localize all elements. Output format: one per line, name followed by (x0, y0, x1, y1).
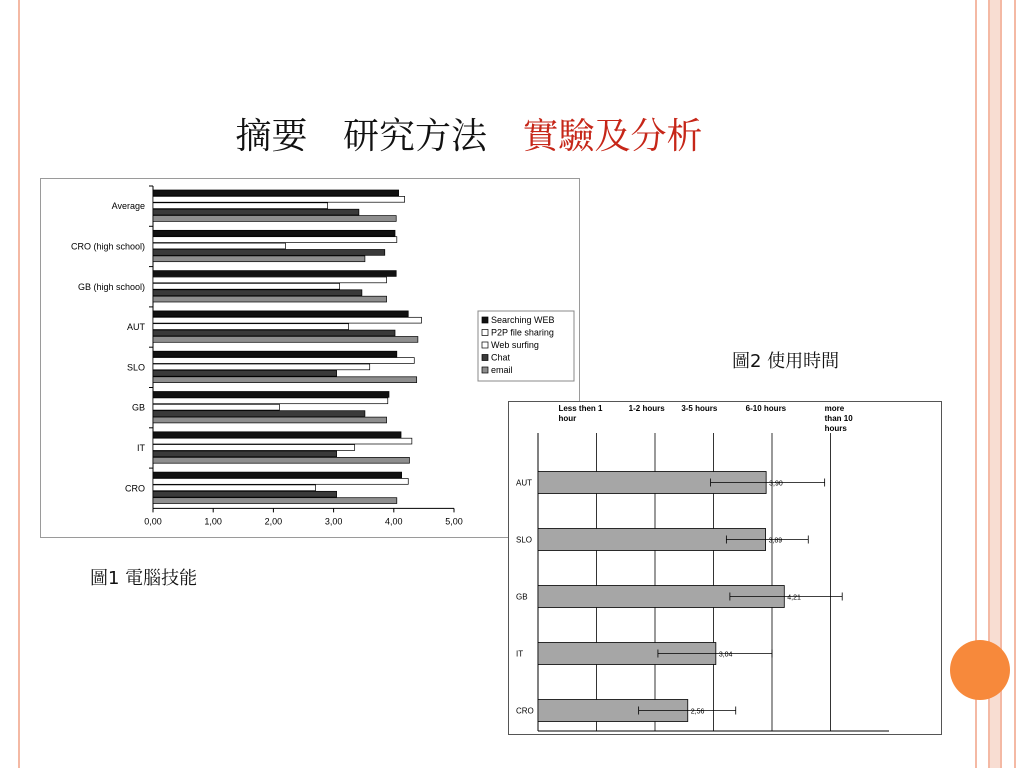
column-header: Less then 1 hour (558, 404, 603, 423)
bar-p2p-file-sharing (153, 317, 421, 323)
bar-p2p-file-sharing (153, 479, 408, 485)
title-part-method: 研究方法 (342, 116, 487, 157)
legend-label: email (491, 365, 513, 375)
bar-web-surfing (153, 404, 279, 410)
bar-p2p-file-sharing (153, 438, 412, 444)
category-label: CRO (125, 483, 145, 494)
value-label: 2,56 (690, 708, 705, 716)
bar-web-surfing (153, 485, 316, 491)
computer-skills-chart (40, 178, 580, 538)
bar-web-surfing (153, 243, 285, 249)
bar-searching-web (153, 432, 401, 438)
x-tick-label: 1,00 (204, 516, 222, 527)
legend-swatch (482, 317, 488, 323)
category-label: GB (131, 402, 145, 413)
bar-p2p-file-sharing (153, 277, 387, 283)
bar-searching-web (153, 351, 397, 357)
frame-stripe (1014, 0, 1016, 768)
value-label: 3,04 (718, 651, 733, 659)
bar-chat (153, 330, 395, 336)
legend-swatch (482, 367, 488, 373)
bar-web-surfing (153, 445, 355, 451)
value-label: 3,89 (768, 537, 783, 545)
bar-p2p-file-sharing (153, 398, 388, 404)
column-header: 6-10 hours (745, 404, 787, 413)
bar-p2p-file-sharing (153, 196, 405, 202)
legend-swatch (482, 355, 488, 361)
bar-email (153, 377, 417, 383)
category-label: AUT (127, 322, 145, 333)
bar-p2p-file-sharing (153, 358, 414, 364)
category-label: Average (111, 201, 145, 212)
bar-email (153, 337, 418, 343)
bar-searching-web (153, 472, 402, 478)
bar-searching-web (153, 392, 389, 398)
bar-email (153, 457, 409, 463)
chart-border (509, 402, 942, 735)
category-label: CRO (516, 706, 534, 716)
x-tick-label: 3,00 (324, 516, 343, 527)
legend-swatch (482, 342, 488, 348)
bar-chat (153, 451, 337, 457)
category-label: GB (high school) (77, 281, 145, 292)
bar-email (153, 256, 365, 262)
category-label: SLO (516, 535, 533, 545)
x-tick-label: 5,00 (445, 516, 463, 527)
legend-label: P2P file sharing (491, 327, 554, 338)
bar-chat (153, 209, 359, 215)
category-label: IT (137, 442, 145, 453)
bar-searching-web (153, 230, 395, 236)
category-label: SLO (126, 362, 145, 373)
value-label: 4,21 (787, 594, 801, 602)
category-label: AUT (516, 478, 532, 488)
bar-chat (153, 411, 365, 417)
bar-web-surfing (153, 203, 328, 209)
column-header: 1-2 hours (628, 404, 665, 413)
title-part-summary: 摘要 (235, 116, 308, 157)
bar-searching-web (153, 311, 408, 317)
x-tick-label: 4,00 (385, 516, 403, 527)
bar-email (153, 417, 387, 423)
usage-time-chart (508, 401, 942, 735)
column-header: 3-5 hours (681, 404, 718, 413)
bar-p2p-file-sharing (153, 237, 397, 243)
slide-title (0, 108, 938, 159)
x-tick-label: 0,00 (144, 516, 162, 527)
bar-web-surfing (153, 283, 340, 289)
bar-chat (153, 290, 362, 296)
bar-email (153, 498, 397, 504)
bar-email (153, 296, 387, 302)
x-tick-label: 2,00 (264, 516, 283, 527)
value-label: 3,90 (769, 480, 783, 488)
legend-label: Chat (491, 352, 511, 363)
bar-searching-web (153, 190, 399, 196)
title-part-analysis: 實驗及分析 (522, 116, 703, 157)
column-header: more than 10 hours (824, 404, 853, 433)
bar-chat (153, 491, 337, 497)
legend-label: Web surfing (491, 340, 539, 350)
bar-web-surfing (153, 324, 349, 330)
bar-web-surfing (153, 364, 370, 370)
bar-searching-web (153, 271, 396, 277)
bar-chat (153, 250, 385, 256)
bar-email (153, 216, 396, 222)
legend-swatch (482, 330, 488, 336)
caption-figure-2: 圖2 使用時間 (732, 351, 840, 372)
orange-circle-decoration (950, 640, 1010, 700)
category-label: CRO (high school) (70, 241, 145, 252)
category-label: GB (516, 592, 528, 602)
legend-label: Searching WEB (491, 315, 555, 325)
bar-chat (153, 370, 337, 376)
caption-figure-1: 圖1 電腦技能 (90, 568, 198, 589)
category-label: IT (516, 649, 524, 659)
